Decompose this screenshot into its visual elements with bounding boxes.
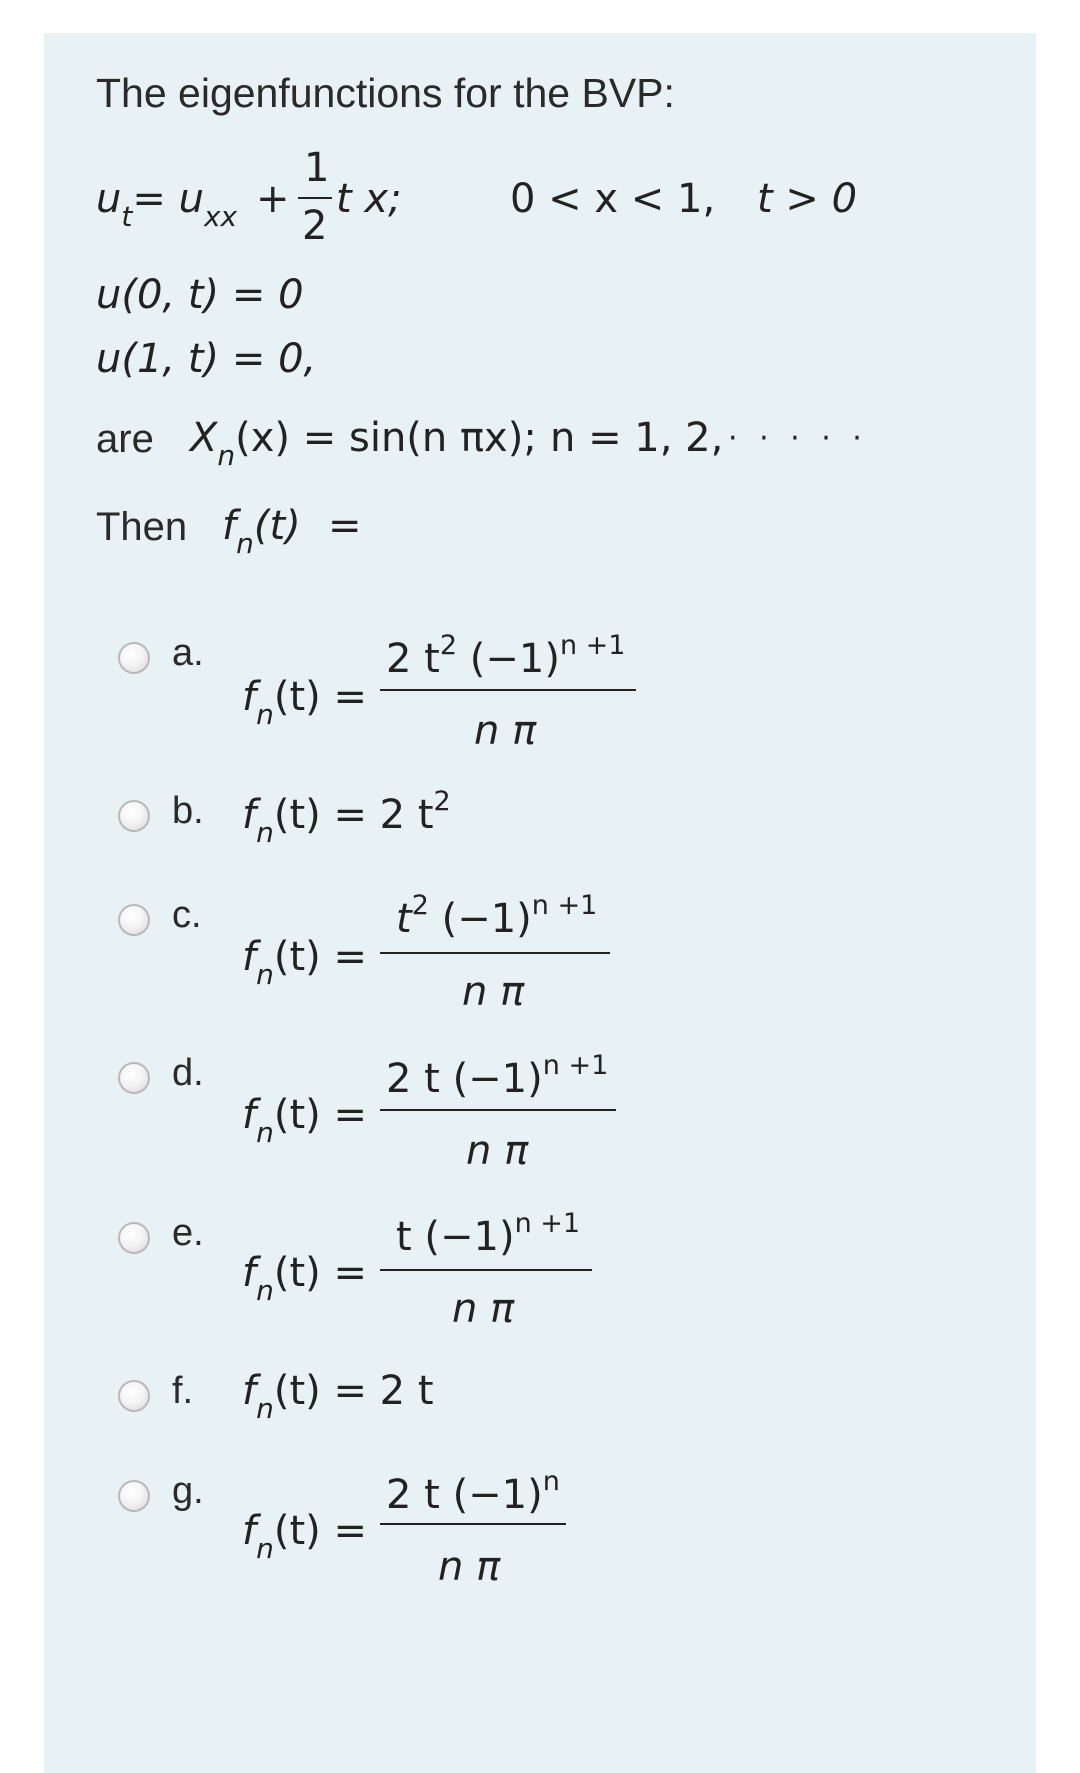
option-d-letter: d. xyxy=(172,1052,204,1094)
option-a-lhs: $f_n(t)$ = xyxy=(242,674,367,731)
option-g-denominator: n π xyxy=(438,1544,501,1590)
option-b-letter: b. xyxy=(172,790,204,832)
option-g-lhs: $f_n(t)$ = xyxy=(242,1508,367,1565)
then-expression: $f_n(t)$ xyxy=(222,503,301,560)
pde-frac-num: 1 xyxy=(304,145,330,191)
option-e-denominator: n π xyxy=(452,1286,515,1332)
option-g-fraction-line xyxy=(380,1523,566,1525)
eigenfunction-expression: $X_n(x) = \sin(n$ πx); xyxy=(190,415,537,472)
boundary-condition-2: u(1, t) = 0, xyxy=(96,336,317,382)
option-e-numerator: t $(-1)^{n +1}$ xyxy=(396,1208,581,1260)
option-c-fraction-line xyxy=(380,952,610,954)
pde-frac-den: 2 xyxy=(302,203,328,249)
option-c-radio[interactable] xyxy=(118,904,150,936)
option-a-letter: a. xyxy=(172,632,204,674)
option-d-fraction-line xyxy=(380,1109,616,1111)
option-c-denominator: n π xyxy=(462,969,525,1015)
option-f-letter: f. xyxy=(172,1370,194,1412)
option-f-expression: $f_n(t) = 2$ t xyxy=(242,1368,434,1425)
option-g-radio[interactable] xyxy=(118,1480,150,1512)
option-d-lhs: $f_n(t)$ = xyxy=(242,1092,367,1149)
option-b-radio[interactable] xyxy=(118,800,150,832)
option-c-numerator: $t^2$ $(-1)^{n +1}$ xyxy=(396,890,598,942)
option-e-lhs: $f_n(t)$ = xyxy=(242,1250,367,1307)
option-g-letter: g. xyxy=(172,1470,204,1512)
option-e-fraction-line xyxy=(380,1269,592,1271)
option-c-lhs: $f_n(t)$ = xyxy=(242,934,367,991)
option-g-numerator: 2 t $(-1)^n$ xyxy=(386,1466,560,1518)
pde-time: t > 0 xyxy=(757,176,858,222)
option-a-fraction-line xyxy=(380,689,636,691)
pde-plus: + xyxy=(256,176,290,222)
eigen-n-range: n = 1, 2, xyxy=(550,415,724,461)
then-equals: = xyxy=(328,503,362,549)
option-a-radio[interactable] xyxy=(118,642,150,674)
pde-frac-line xyxy=(298,197,332,199)
option-e-radio[interactable] xyxy=(118,1222,150,1254)
pde-term: t x; xyxy=(336,176,402,222)
option-d-denominator: n π xyxy=(466,1128,529,1174)
question-title: The eigenfunctions for the BVP: xyxy=(96,70,675,116)
pde-domain: 0 < x < 1, xyxy=(510,176,716,222)
option-d-radio[interactable] xyxy=(118,1062,150,1094)
then-label: Then xyxy=(96,505,188,549)
option-a-denominator: n π xyxy=(474,708,537,754)
option-b-expression: $f_n(t) = 2$ $t^2$ xyxy=(242,786,451,849)
option-e-letter: e. xyxy=(172,1212,204,1254)
option-a-numerator: 2 $t^2$ $(-1)^{n +1}$ xyxy=(386,630,626,682)
pde-lhs: $u_t= u_{xx}$ xyxy=(96,176,238,233)
option-d-numerator: 2 t $(-1)^{n +1}$ xyxy=(386,1050,609,1102)
eigen-are-label: are xyxy=(96,417,154,461)
option-f-radio[interactable] xyxy=(118,1380,150,1412)
option-c-letter: c. xyxy=(172,894,202,936)
eigen-dots: · · · · · xyxy=(728,421,868,456)
boundary-condition-1: u(0, t) = 0 xyxy=(96,272,304,318)
